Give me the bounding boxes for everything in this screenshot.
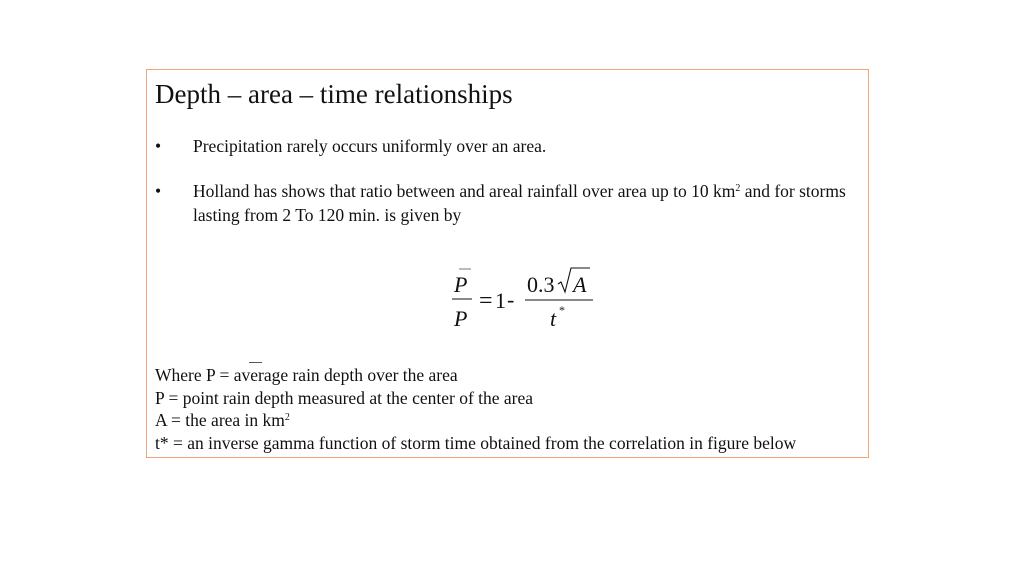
- formula-denominator: t: [550, 306, 557, 331]
- formula-radicand: A: [573, 272, 587, 297]
- superscript: 2: [284, 412, 290, 423]
- formula-denominator-superscript: *: [559, 303, 565, 317]
- formula-lhs-denominator: P: [454, 306, 468, 331]
- slide-title: Depth – area – time relationships: [155, 79, 513, 109]
- bullet-text-part: Holland has shows that ratio between and areal rainfall over area up to 10 km: [193, 181, 736, 201]
- formula-coefficient: 0.3: [527, 272, 555, 297]
- bullet-dot: •: [155, 181, 162, 201]
- bullet-text: Precipitation rarely occurs uniformly over an area.: [193, 136, 547, 156]
- bullet-dot: •: [155, 136, 162, 156]
- holland-formula: [440, 258, 610, 338]
- definition-overbar: [249, 362, 262, 363]
- superscript: 2: [735, 183, 741, 194]
- formula-minus: -: [507, 287, 515, 312]
- definition-text: A = the area in km: [155, 410, 285, 430]
- definition-line: P = point rain depth measured at the center of the area: [155, 387, 534, 408]
- definition-line: Where P = average rain depth over the area: [155, 365, 458, 385]
- definitions: [155, 364, 796, 454]
- formula-lhs-numerator: P: [454, 272, 468, 297]
- formula-one: 1: [495, 288, 506, 313]
- definition-line: [155, 409, 796, 432]
- bullet-text: [193, 179, 865, 227]
- definition-line: t* = an inverse gamma function of storm time obtained from the correlation in figure below: [155, 432, 797, 453]
- formula-equals: =: [479, 288, 493, 314]
- bullet-text-part: and for storms lasting from 2 To 120 min. is given by: [193, 181, 846, 225]
